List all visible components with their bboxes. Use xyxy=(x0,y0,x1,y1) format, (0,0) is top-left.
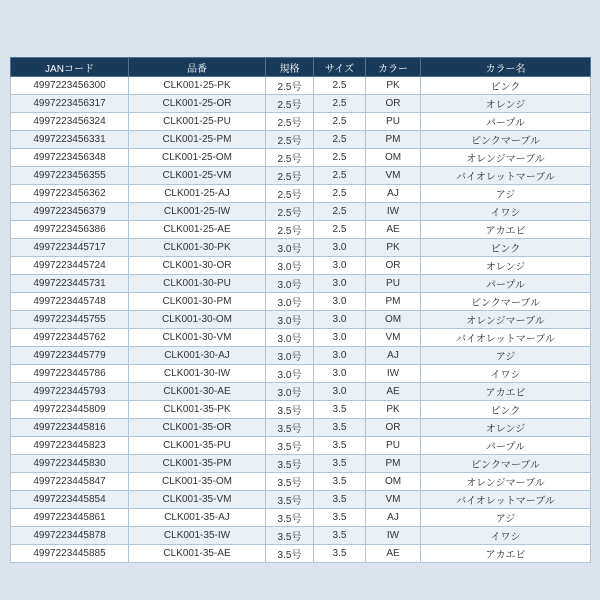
cell-color-name: ピンク xyxy=(421,239,591,257)
table-row xyxy=(11,545,591,563)
cell-product-code: CLK001-25-OR xyxy=(129,95,266,113)
cell-size: 3.0 xyxy=(314,365,366,383)
cell-size: 3.0 xyxy=(314,257,366,275)
cell-spec: 3.5号 xyxy=(266,437,314,455)
table-row xyxy=(11,275,591,293)
cell-product-code: CLK001-25-PM xyxy=(129,131,266,149)
cell-color-name: イワシ xyxy=(421,203,591,221)
cell-color-code: AJ xyxy=(366,347,421,365)
table-row xyxy=(11,149,591,167)
cell-spec: 2.5号 xyxy=(266,113,314,131)
cell-color-code: PM xyxy=(366,293,421,311)
cell-spec: 3.5号 xyxy=(266,401,314,419)
cell-jan-code: 4997223445786 xyxy=(11,365,129,383)
cell-spec: 3.0号 xyxy=(266,383,314,401)
cell-spec: 3.0号 xyxy=(266,293,314,311)
cell-size: 2.5 xyxy=(314,149,366,167)
cell-color-name: イワシ xyxy=(421,365,591,383)
cell-product-code: CLK001-30-PM xyxy=(129,293,266,311)
table-row xyxy=(11,437,591,455)
table-row xyxy=(11,365,591,383)
cell-spec: 3.0号 xyxy=(266,311,314,329)
table-row xyxy=(11,113,591,131)
cell-size: 3.5 xyxy=(314,527,366,545)
cell-product-code: CLK001-25-AJ xyxy=(129,185,266,203)
cell-spec: 2.5号 xyxy=(266,77,314,95)
cell-color-code: PK xyxy=(366,77,421,95)
cell-color-name: アジ xyxy=(421,185,591,203)
column-header-jan-code: JANコード xyxy=(11,58,129,77)
table-row xyxy=(11,347,591,365)
cell-spec: 3.5号 xyxy=(266,455,314,473)
cell-color-code: IW xyxy=(366,365,421,383)
cell-size: 3.0 xyxy=(314,239,366,257)
cell-spec: 3.5号 xyxy=(266,527,314,545)
cell-color-code: VM xyxy=(366,329,421,347)
cell-jan-code: 4997223445878 xyxy=(11,527,129,545)
cell-spec: 2.5号 xyxy=(266,221,314,239)
cell-size: 3.5 xyxy=(314,545,366,563)
table-row xyxy=(11,419,591,437)
table-row xyxy=(11,293,591,311)
cell-size: 3.5 xyxy=(314,491,366,509)
cell-color-code: OR xyxy=(366,95,421,113)
table-row xyxy=(11,185,591,203)
cell-color-name: オレンジマーブル xyxy=(421,149,591,167)
cell-jan-code: 4997223456300 xyxy=(11,77,129,95)
table-body xyxy=(11,77,591,563)
cell-product-code: CLK001-25-VM xyxy=(129,167,266,185)
cell-size: 2.5 xyxy=(314,185,366,203)
table-row xyxy=(11,167,591,185)
cell-size: 3.0 xyxy=(314,311,366,329)
cell-jan-code: 4997223456355 xyxy=(11,167,129,185)
cell-product-code: CLK001-35-OM xyxy=(129,473,266,491)
cell-spec: 2.5号 xyxy=(266,167,314,185)
table-row xyxy=(11,239,591,257)
cell-spec: 3.5号 xyxy=(266,509,314,527)
cell-size: 3.0 xyxy=(314,275,366,293)
cell-color-name: アジ xyxy=(421,509,591,527)
cell-product-code: CLK001-30-OM xyxy=(129,311,266,329)
cell-size: 3.0 xyxy=(314,329,366,347)
cell-jan-code: 4997223445717 xyxy=(11,239,129,257)
cell-color-code: PU xyxy=(366,113,421,131)
cell-jan-code: 4997223445724 xyxy=(11,257,129,275)
cell-jan-code: 4997223456379 xyxy=(11,203,129,221)
cell-color-name: イワシ xyxy=(421,527,591,545)
cell-jan-code: 4997223445779 xyxy=(11,347,129,365)
cell-spec: 3.0号 xyxy=(266,275,314,293)
cell-color-name: アカエビ xyxy=(421,383,591,401)
cell-jan-code: 4997223456386 xyxy=(11,221,129,239)
cell-spec: 3.0号 xyxy=(266,239,314,257)
cell-product-code: CLK001-25-PK xyxy=(129,77,266,95)
cell-size: 3.0 xyxy=(314,347,366,365)
column-header-color-name: カラー名 xyxy=(421,58,591,77)
cell-color-code: AJ xyxy=(366,509,421,527)
cell-color-name: バイオレットマーブル xyxy=(421,491,591,509)
cell-jan-code: 4997223445793 xyxy=(11,383,129,401)
cell-color-name: アカエビ xyxy=(421,221,591,239)
cell-color-name: オレンジ xyxy=(421,257,591,275)
cell-jan-code: 4997223456362 xyxy=(11,185,129,203)
cell-size: 2.5 xyxy=(314,203,366,221)
cell-color-code: PM xyxy=(366,455,421,473)
cell-color-name: パープル xyxy=(421,437,591,455)
table-row xyxy=(11,77,591,95)
cell-size: 3.5 xyxy=(314,437,366,455)
cell-product-code: CLK001-30-OR xyxy=(129,257,266,275)
cell-color-code: PU xyxy=(366,437,421,455)
cell-spec: 3.0号 xyxy=(266,329,314,347)
table-row xyxy=(11,527,591,545)
table-row xyxy=(11,131,591,149)
product-spec-table xyxy=(10,57,591,563)
cell-color-name: ピンク xyxy=(421,401,591,419)
cell-color-name: ピンクマーブル xyxy=(421,293,591,311)
cell-color-code: AE xyxy=(366,545,421,563)
cell-color-code: AE xyxy=(366,383,421,401)
cell-jan-code: 4997223445885 xyxy=(11,545,129,563)
cell-size: 3.5 xyxy=(314,419,366,437)
table-row xyxy=(11,509,591,527)
cell-product-code: CLK001-35-AJ xyxy=(129,509,266,527)
column-header-product-code: 品番 xyxy=(129,58,266,77)
cell-color-code: VM xyxy=(366,491,421,509)
cell-product-code: CLK001-30-VM xyxy=(129,329,266,347)
cell-color-name: ピンク xyxy=(421,77,591,95)
cell-jan-code: 4997223445748 xyxy=(11,293,129,311)
cell-color-code: PU xyxy=(366,275,421,293)
table-row xyxy=(11,383,591,401)
cell-size: 2.5 xyxy=(314,113,366,131)
cell-product-code: CLK001-35-VM xyxy=(129,491,266,509)
cell-jan-code: 4997223456324 xyxy=(11,113,129,131)
cell-size: 2.5 xyxy=(314,77,366,95)
cell-color-name: アカエビ xyxy=(421,545,591,563)
table-row xyxy=(11,455,591,473)
cell-product-code: CLK001-25-PU xyxy=(129,113,266,131)
table-row xyxy=(11,473,591,491)
cell-color-code: OM xyxy=(366,473,421,491)
cell-spec: 3.0号 xyxy=(266,365,314,383)
cell-color-name: ピンクマーブル xyxy=(421,131,591,149)
table-row xyxy=(11,95,591,113)
cell-product-code: CLK001-30-AE xyxy=(129,383,266,401)
cell-spec: 3.5号 xyxy=(266,473,314,491)
cell-color-name: バイオレットマーブル xyxy=(421,167,591,185)
cell-color-code: OM xyxy=(366,311,421,329)
cell-size: 3.5 xyxy=(314,455,366,473)
cell-product-code: CLK001-35-PK xyxy=(129,401,266,419)
table-row xyxy=(11,329,591,347)
cell-size: 2.5 xyxy=(314,221,366,239)
cell-product-code: CLK001-25-AE xyxy=(129,221,266,239)
cell-color-name: オレンジ xyxy=(421,419,591,437)
cell-jan-code: 4997223445762 xyxy=(11,329,129,347)
cell-color-code: AE xyxy=(366,221,421,239)
cell-color-code: IW xyxy=(366,203,421,221)
cell-color-name: パープル xyxy=(421,275,591,293)
cell-color-name: オレンジマーブル xyxy=(421,473,591,491)
cell-product-code: CLK001-25-OM xyxy=(129,149,266,167)
cell-product-code: CLK001-35-PU xyxy=(129,437,266,455)
cell-color-code: IW xyxy=(366,527,421,545)
cell-product-code: CLK001-35-IW xyxy=(129,527,266,545)
cell-spec: 2.5号 xyxy=(266,131,314,149)
cell-size: 3.5 xyxy=(314,401,366,419)
cell-spec: 2.5号 xyxy=(266,185,314,203)
cell-jan-code: 4997223445854 xyxy=(11,491,129,509)
cell-size: 2.5 xyxy=(314,131,366,149)
cell-jan-code: 4997223445809 xyxy=(11,401,129,419)
cell-spec: 3.5号 xyxy=(266,491,314,509)
cell-color-name: バイオレットマーブル xyxy=(421,329,591,347)
cell-jan-code: 4997223445816 xyxy=(11,419,129,437)
cell-jan-code: 4997223445830 xyxy=(11,455,129,473)
cell-size: 2.5 xyxy=(314,95,366,113)
cell-size: 3.5 xyxy=(314,509,366,527)
cell-color-code: PK xyxy=(366,239,421,257)
cell-color-code: OM xyxy=(366,149,421,167)
table-row xyxy=(11,311,591,329)
cell-product-code: CLK001-30-IW xyxy=(129,365,266,383)
cell-product-code: CLK001-30-PK xyxy=(129,239,266,257)
cell-color-code: OR xyxy=(366,419,421,437)
cell-size: 2.5 xyxy=(314,167,366,185)
cell-jan-code: 4997223456317 xyxy=(11,95,129,113)
cell-jan-code: 4997223445823 xyxy=(11,437,129,455)
cell-color-code: VM xyxy=(366,167,421,185)
cell-product-code: CLK001-30-PU xyxy=(129,275,266,293)
cell-spec: 2.5号 xyxy=(266,149,314,167)
cell-color-name: アジ xyxy=(421,347,591,365)
cell-spec: 3.5号 xyxy=(266,545,314,563)
cell-size: 3.0 xyxy=(314,383,366,401)
cell-product-code: CLK001-35-OR xyxy=(129,419,266,437)
table-row xyxy=(11,401,591,419)
cell-spec: 3.0号 xyxy=(266,347,314,365)
cell-jan-code: 4997223445731 xyxy=(11,275,129,293)
cell-product-code: CLK001-25-IW xyxy=(129,203,266,221)
cell-color-code: PM xyxy=(366,131,421,149)
cell-color-code: OR xyxy=(366,257,421,275)
table-header xyxy=(11,58,591,77)
cell-spec: 3.5号 xyxy=(266,419,314,437)
cell-spec: 2.5号 xyxy=(266,95,314,113)
column-header-size: サイズ xyxy=(314,58,366,77)
cell-size: 3.5 xyxy=(314,473,366,491)
cell-jan-code: 4997223445861 xyxy=(11,509,129,527)
cell-jan-code: 4997223445755 xyxy=(11,311,129,329)
cell-jan-code: 4997223445847 xyxy=(11,473,129,491)
column-header-spec: 規格 xyxy=(266,58,314,77)
cell-color-name: オレンジマーブル xyxy=(421,311,591,329)
cell-color-name: パープル xyxy=(421,113,591,131)
cell-spec: 3.0号 xyxy=(266,257,314,275)
cell-color-code: PK xyxy=(366,401,421,419)
cell-color-name: ピンクマーブル xyxy=(421,455,591,473)
cell-jan-code: 4997223456331 xyxy=(11,131,129,149)
cell-product-code: CLK001-35-PM xyxy=(129,455,266,473)
table-row xyxy=(11,203,591,221)
table-row xyxy=(11,257,591,275)
table-row xyxy=(11,221,591,239)
cell-color-code: AJ xyxy=(366,185,421,203)
cell-spec: 2.5号 xyxy=(266,203,314,221)
column-header-color-code: カラー xyxy=(366,58,421,77)
cell-size: 3.0 xyxy=(314,293,366,311)
table-header-row xyxy=(11,58,591,77)
cell-product-code: CLK001-30-AJ xyxy=(129,347,266,365)
cell-jan-code: 4997223456348 xyxy=(11,149,129,167)
cell-color-name: オレンジ xyxy=(421,95,591,113)
cell-product-code: CLK001-35-AE xyxy=(129,545,266,563)
table-row xyxy=(11,491,591,509)
